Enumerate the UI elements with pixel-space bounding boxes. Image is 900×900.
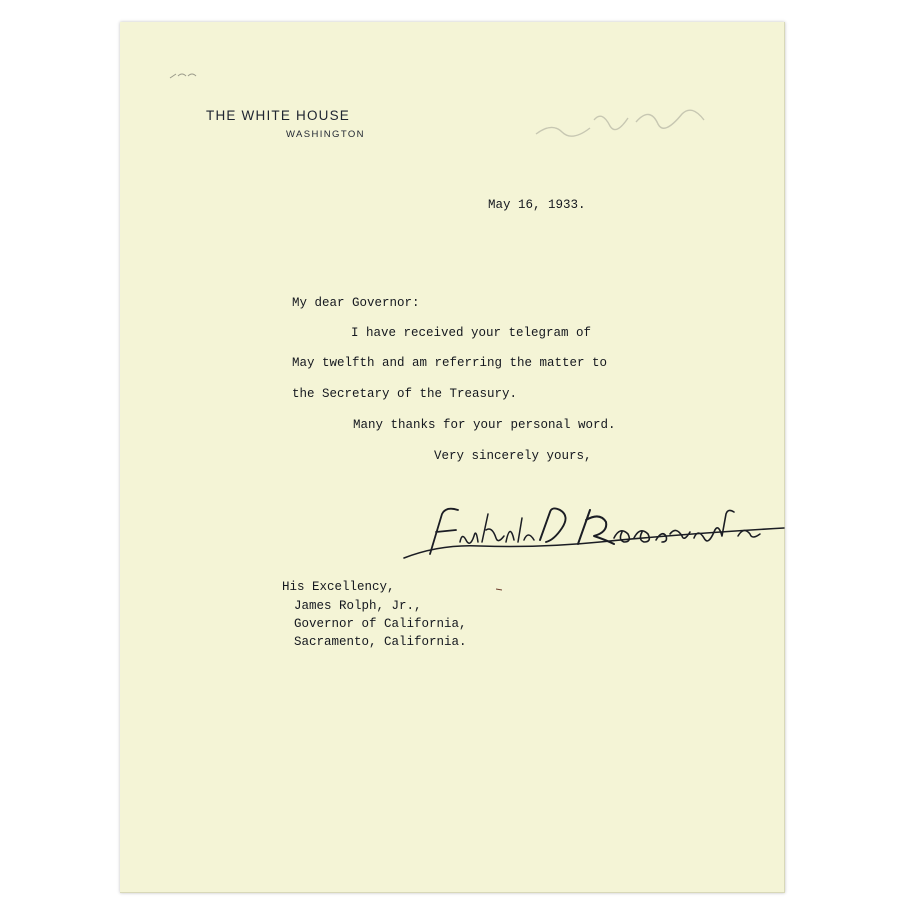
body-line: May twelfth and am referring the matter to — [292, 356, 608, 370]
closing: Very sincerely yours, — [434, 449, 592, 463]
body-line: I have received your telegram of — [351, 326, 592, 340]
letterhead-location: WASHINGTON — [286, 129, 365, 140]
body-line: the Secretary of the Treasury. — [292, 387, 518, 401]
salutation: My dear Governor: — [292, 296, 420, 310]
handwritten-signature — [400, 492, 790, 572]
body-line: Many thanks for your personal word. — [353, 418, 616, 432]
letter-date: May 16, 1933. — [488, 198, 586, 212]
address-line: Governor of California, — [294, 617, 467, 631]
letter-page — [120, 22, 785, 893]
address-line: His Excellency, — [282, 580, 395, 594]
address-line: Sacramento, California. — [294, 635, 467, 649]
letterhead-title: THE WHITE HOUSE — [206, 108, 351, 123]
pencil-notation — [532, 92, 722, 152]
address-line: James Rolph, Jr., — [294, 599, 422, 613]
pencil-mark — [168, 70, 198, 80]
ink-speck — [496, 588, 502, 591]
